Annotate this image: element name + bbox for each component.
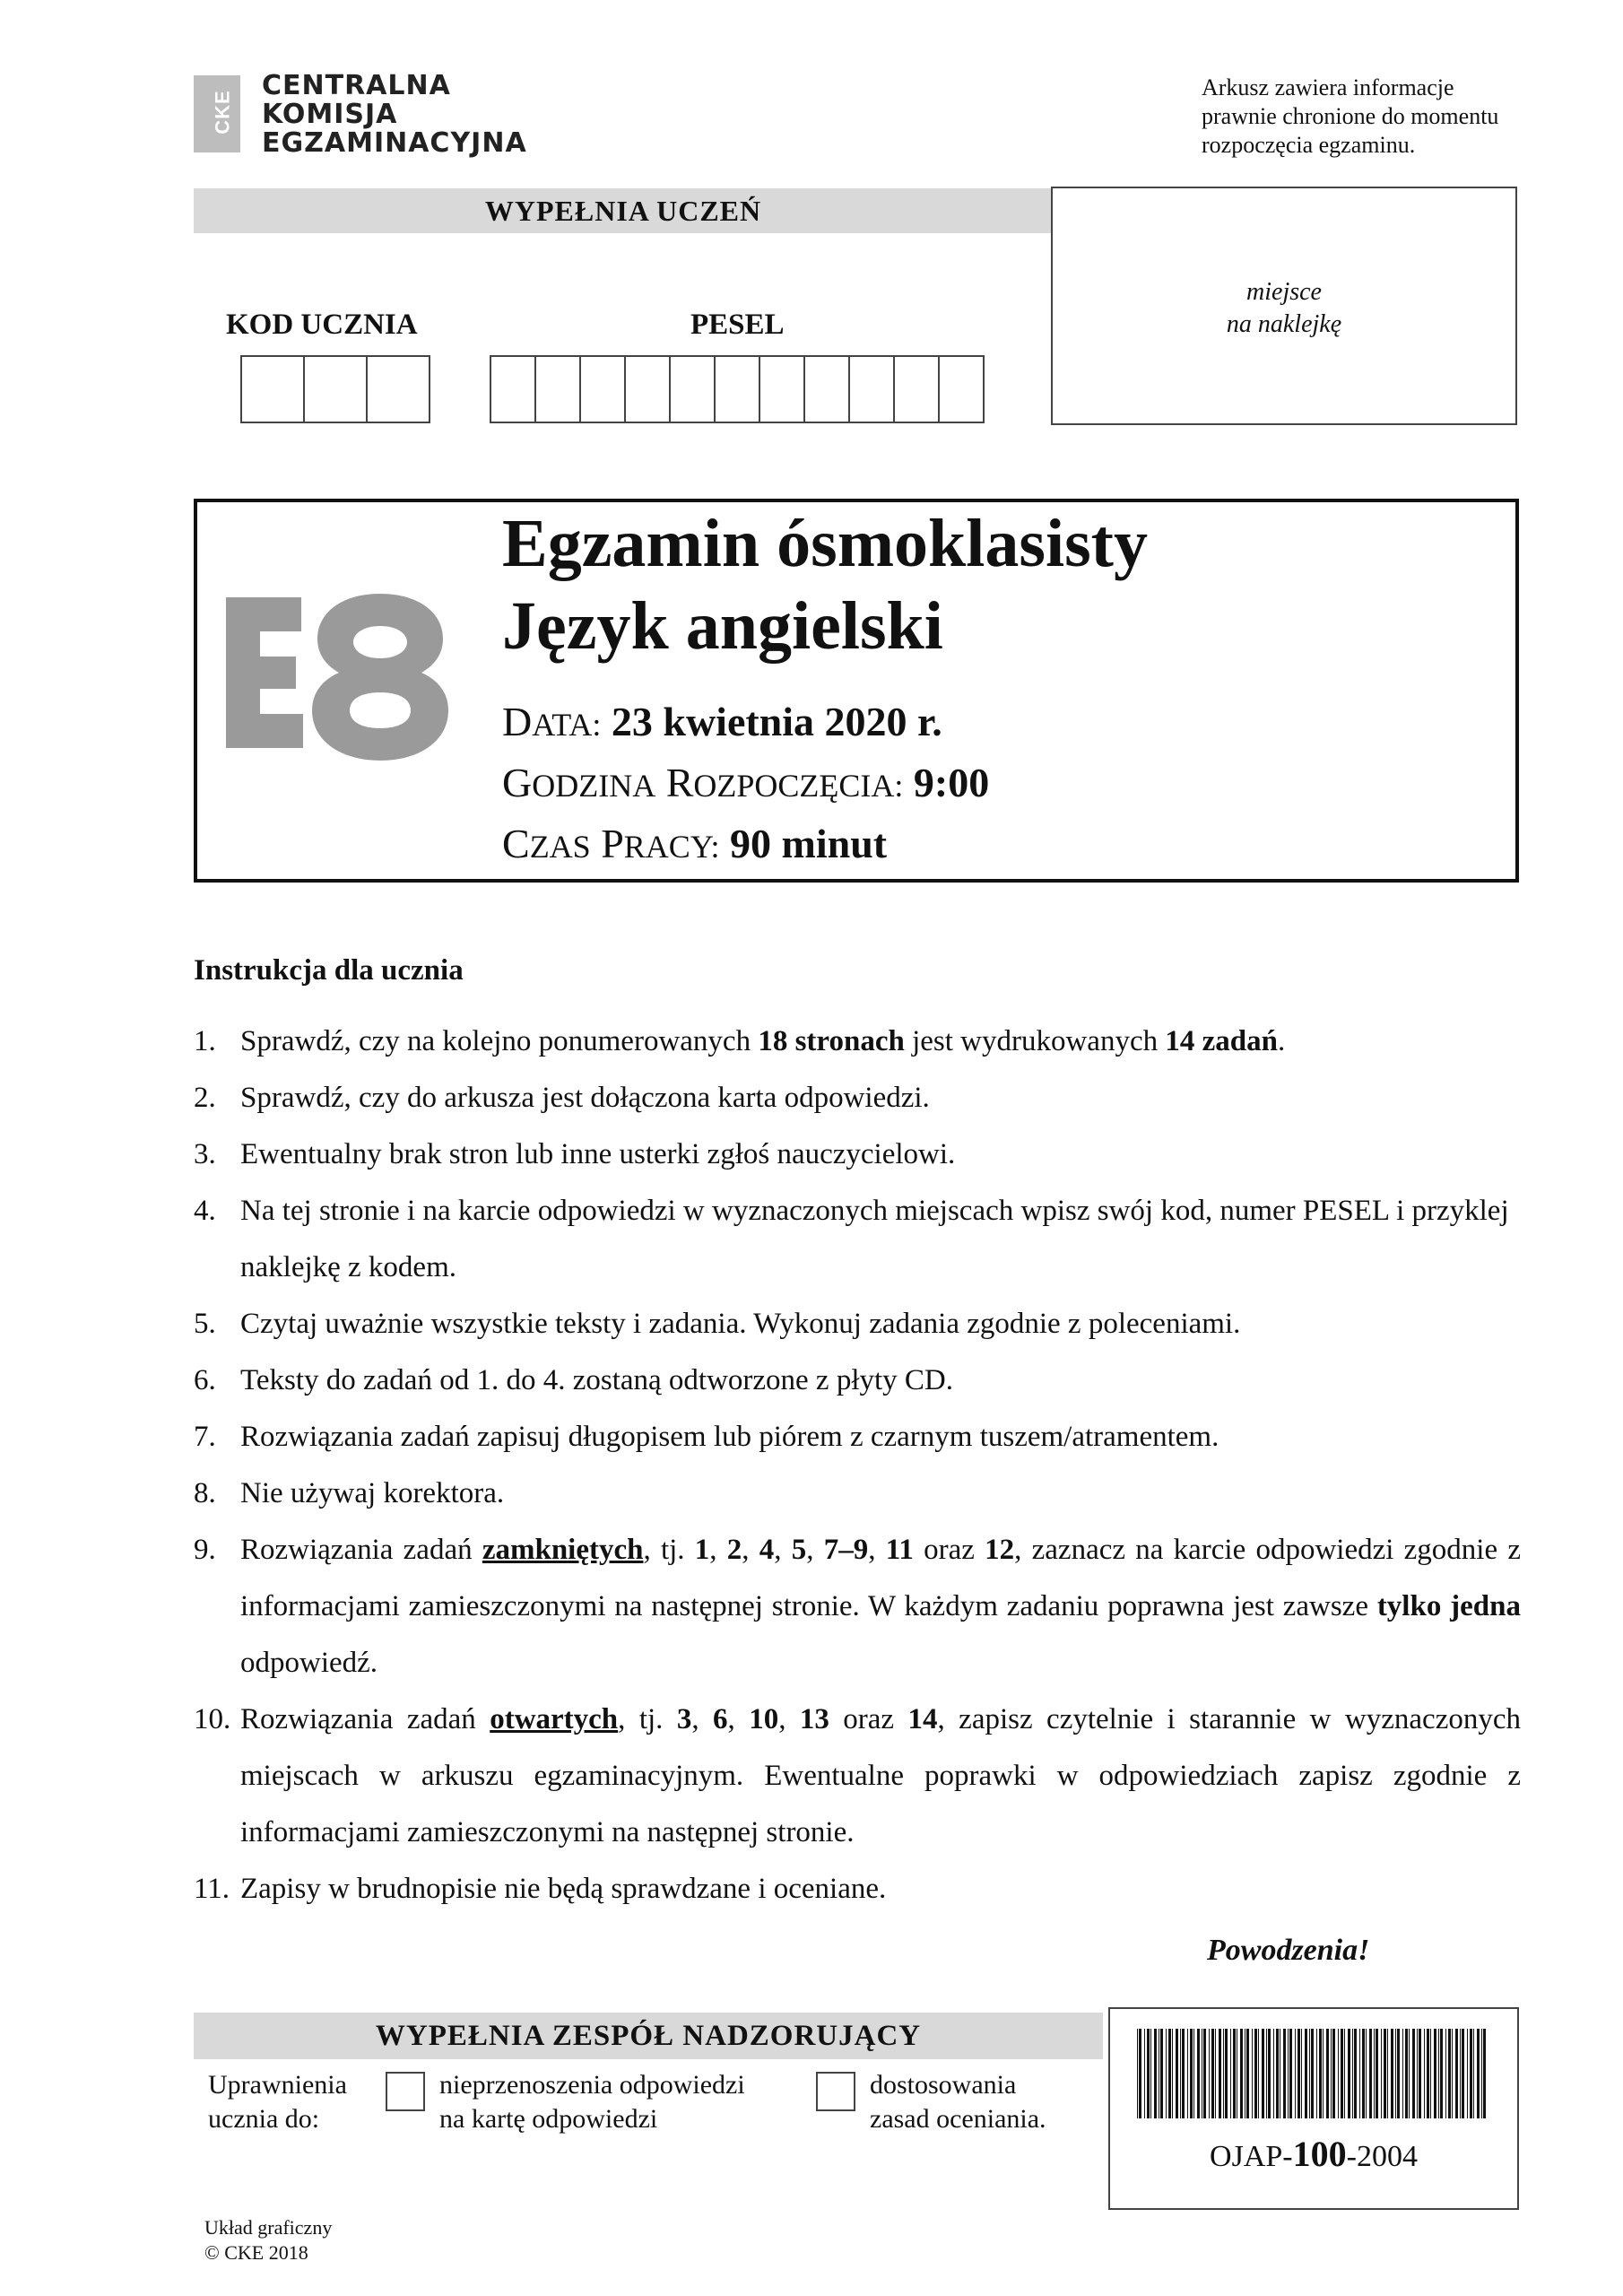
exam-start-time: GODZINA ROZPOCZĘCIA: 9:00 (502, 760, 990, 805)
barcode-bar (1230, 2029, 1231, 2118)
barcode-bar (1225, 2029, 1228, 2118)
instruction-text: Zapisy w brudnopisie nie będą sprawdzane i oceniane. (240, 1873, 887, 1905)
barcode-bar (1176, 2029, 1178, 2118)
digit-box[interactable] (624, 355, 671, 423)
barcode-bar (1168, 2029, 1171, 2118)
barcode-bar (1166, 2029, 1167, 2118)
barcode-bar (1483, 2029, 1486, 2118)
digit-box[interactable] (848, 355, 895, 423)
barcode-bar (1362, 2029, 1365, 2118)
barcode-bar (1387, 2029, 1388, 2118)
barcode-bar (1252, 2029, 1253, 2118)
instruction-item (194, 1409, 1521, 1465)
instruction-text: Sprawdź, czy na kolejno ponumerowanych 18 stronach jest wydrukowanych 14 zadań. (240, 1025, 1286, 1057)
closing-text: Powodzenia! (1207, 1934, 1370, 1967)
barcode-bar (1481, 2029, 1482, 2118)
instruction-text: Rozwiązania zadań zamkniętych, tj. 1, 2, 4, 5, 7–9, 11 oraz 12, zaznacz na karcie odpowiedzi zgodnie z informacjami zamieszczonymi na następnej stronie. W każdym zadaniu poprawna jest zawsze tylko jedna odpowiedź. (240, 1534, 1522, 1679)
barcode-bar (1182, 2029, 1185, 2118)
instruction-item (194, 1692, 1521, 1861)
instruction-item (194, 1296, 1521, 1352)
digit-box[interactable] (803, 355, 850, 423)
barcode-bar (1448, 2029, 1451, 2118)
instruction-number: 5. (194, 1308, 216, 1340)
legal-notice: Arkusz zawiera informacje prawnie chronione do momentu rozpoczęcia egzaminu. (1202, 74, 1499, 158)
barcode-bar (1288, 2029, 1289, 2118)
barcode-bar (1473, 2029, 1474, 2118)
digit-box[interactable] (714, 355, 760, 423)
barcode-bar (1144, 2029, 1145, 2118)
barcode-bar (1219, 2029, 1221, 2118)
barcode-bar (1395, 2029, 1396, 2118)
barcode-bar (1273, 2029, 1274, 2118)
instruction-number: 7. (194, 1421, 216, 1453)
barcode-bar (1301, 2029, 1302, 2118)
barcode-bar (1254, 2029, 1257, 2118)
pesel-field[interactable] (490, 355, 983, 423)
barcode-bar (1430, 2029, 1431, 2118)
barcode-bar (1172, 2029, 1173, 2118)
barcode-bar (1352, 2029, 1353, 2118)
barcode-bar (1211, 2029, 1214, 2118)
digit-box[interactable] (303, 355, 368, 423)
barcode-bar (1298, 2029, 1300, 2118)
barcode-bar (1305, 2029, 1307, 2118)
barcode-bar (1412, 2029, 1415, 2118)
rights-label: Uprawnienia ucznia do: (208, 2070, 347, 2134)
barcode-bar (1341, 2029, 1343, 2118)
barcode-bar (1316, 2029, 1317, 2118)
kod-ucznia-label: KOD UCZNIA (226, 309, 418, 341)
barcode-bar (1154, 2029, 1157, 2118)
instruction-item (194, 1070, 1521, 1126)
barcode-bar (1180, 2029, 1181, 2118)
logo-line: KOMISJA (262, 99, 398, 130)
instruction-item (194, 1465, 1521, 1522)
barcode-bar (1405, 2029, 1408, 2118)
barcode-bar (1331, 2029, 1332, 2118)
logo-line: EGZAMINACYJNA (262, 127, 527, 159)
instruction-text: Nie używaj korektora. (240, 1477, 505, 1509)
barcode-bar (1233, 2029, 1236, 2118)
barcode-bar (1326, 2029, 1329, 2118)
barcode-bar (1348, 2029, 1350, 2118)
instruction-text: Czytaj uważnie wszystkie teksty i zadania. Wykonuj zadania zgodnie z poleceniami. (240, 1308, 1241, 1340)
barcode-bar (1283, 2029, 1286, 2118)
footer-credit: Układ graficzny © CKE 2018 (204, 2216, 333, 2264)
instruction-text: Teksty do zadań od 1. do 4. zostaną odtworzone z płyty CD. (240, 1364, 954, 1396)
barcode-bar (1409, 2029, 1410, 2118)
digit-box[interactable] (366, 355, 430, 423)
barcode-bar (1309, 2029, 1310, 2118)
grading-adjustment-label: dostosowania zasad oceniania. (870, 2070, 1046, 2134)
barcode-bar (1402, 2029, 1403, 2118)
instruction-text: Ewentualny brak stron lub inne usterki zgłoś nauczycielowi. (240, 1138, 956, 1170)
barcode-bar (1366, 2029, 1367, 2118)
exam-title: Egzamin ósmoklasisty (502, 506, 1148, 581)
exam-duration: CZAS PRACY: 90 minut (502, 821, 888, 866)
digit-box[interactable] (490, 355, 536, 423)
digit-box[interactable] (759, 355, 805, 423)
barcode-bar (1460, 2029, 1461, 2118)
barcode-bar (1354, 2029, 1357, 2118)
barcode-bar (1467, 2029, 1468, 2118)
barcode-bar (1258, 2029, 1259, 2118)
barcode-bar (1160, 2029, 1163, 2118)
digit-box[interactable] (534, 355, 581, 423)
supervisors-label: WYPEŁNIA ZESPÓŁ NADZORUJĄCY (375, 2020, 922, 2052)
no-transfer-label: nieprzenoszenia odpowiedzi na kartę odpowiedzi (439, 2070, 745, 2134)
digit-box[interactable] (669, 355, 716, 423)
instructions-title: Instrukcja dla ucznia (194, 954, 464, 987)
barcode-bar (1187, 2029, 1188, 2118)
instruction-text: Sprawdź, czy do arkusza jest dołączona karta odpowiedzi. (240, 1082, 930, 1114)
instruction-text: Na tej stronie i na karcie odpowiedzi w wyznaczonych miejscach wpisz swój kod, numer PESEL i przyklej naklejkę z kodem. (240, 1195, 1509, 1283)
e8-logo (226, 588, 450, 768)
instruction-number: 8. (194, 1477, 216, 1509)
barcode-bar (1323, 2029, 1324, 2118)
instruction-number: 9. (194, 1534, 216, 1566)
barcode-bar (1203, 2029, 1206, 2118)
barcode-bar (1369, 2029, 1372, 2118)
digit-box[interactable] (893, 355, 940, 423)
exam-date: DATA: 23 kwietnia 2020 r. (502, 699, 942, 744)
barcode-bar (1424, 2029, 1425, 2118)
barcode-bar (1190, 2029, 1193, 2118)
instruction-number: 3. (194, 1138, 216, 1170)
student-section-label: WYPEŁNIA UCZEŃ (484, 195, 762, 227)
instruction-number: 10. (194, 1703, 231, 1735)
barcode-bar (1295, 2029, 1296, 2118)
barcode-bar (1311, 2029, 1314, 2118)
pesel-label: PESEL (690, 309, 785, 341)
instructions-list (194, 1013, 1521, 1918)
grading-adjustment-checkbox[interactable] (816, 2072, 855, 2111)
logo-line: CENTRALNA (262, 70, 451, 101)
barcode-bar (1445, 2029, 1446, 2118)
kod-ucznia-field[interactable] (240, 355, 429, 423)
barcode-bar (1455, 2029, 1458, 2118)
barcode-bar (1344, 2029, 1345, 2118)
barcode-bar (1381, 2029, 1382, 2118)
instruction-item (194, 1522, 1521, 1692)
barcode-bar (1440, 2029, 1443, 2118)
barcode-bar (1452, 2029, 1453, 2118)
instruction-number: 2. (194, 1082, 216, 1114)
barcode-bar (1197, 2029, 1200, 2118)
sticker-label: miejsce na naklejkę (1226, 278, 1342, 338)
barcode-bar (1470, 2029, 1472, 2118)
barcode-bar (1289, 2029, 1292, 2118)
barcode-bar (1434, 2029, 1436, 2118)
barcode-bar (1215, 2029, 1216, 2118)
digit-box[interactable] (240, 355, 305, 423)
barcode-bar (1139, 2029, 1141, 2118)
digit-box[interactable] (579, 355, 626, 423)
barcode-bar (1262, 2029, 1264, 2118)
barcode-bar (1150, 2029, 1151, 2118)
barcode-bar (1338, 2029, 1339, 2118)
barcode-bar (1462, 2029, 1464, 2118)
instruction-item (194, 1126, 1521, 1183)
cke-logo-badge: CKE (194, 75, 240, 152)
barcode-bar (1359, 2029, 1360, 2118)
cke-logo-text (262, 72, 527, 158)
instruction-item (194, 1352, 1521, 1409)
exam-subject: Język angielski (502, 588, 943, 664)
no-transfer-checkbox[interactable] (386, 2072, 425, 2111)
barcode-bar (1391, 2029, 1393, 2118)
barcode-bar (1246, 2029, 1249, 2118)
barcode-bar (1268, 2029, 1271, 2118)
instruction-number: 1. (194, 1025, 216, 1057)
barcode-bar (1376, 2029, 1378, 2118)
barcode-bar (1427, 2029, 1429, 2118)
barcode-bar (1147, 2029, 1150, 2118)
instruction-item (194, 1013, 1521, 1070)
instruction-text: Rozwiązania zadań otwartych, tj. 3, 6, 10, 13 oraz 14, zapisz czytelnie i starannie w wyznaczonych miejscach w arkuszu egzaminacyjnym. Ewentualne poprawki w odpowiedziach zapisz zgodnie z informacjami zamieszczonymi na następnej stronie. (240, 1703, 1521, 1848)
barcode-bar (1276, 2029, 1279, 2118)
barcode-bar (1193, 2029, 1194, 2118)
instruction-item (194, 1861, 1521, 1918)
instruction-item (194, 1183, 1521, 1296)
barcode-bar (1397, 2029, 1400, 2118)
instruction-number: 11. (194, 1873, 230, 1905)
barcode-bar (1419, 2029, 1421, 2118)
barcode-bar (1374, 2029, 1375, 2118)
barcode-bar (1477, 2029, 1480, 2118)
instruction-number: 6. (194, 1364, 216, 1396)
barcode-bar (1266, 2029, 1267, 2118)
barcode-bar (1209, 2029, 1210, 2118)
barcode-bar (1417, 2029, 1418, 2118)
barcode-icon (1137, 2029, 1490, 2118)
exam-code: OJAP-100-2004 (1210, 2134, 1418, 2174)
instruction-text: Rozwiązania zadań zapisuj długopisem lub piórem z czarnym tuszem/atramentem. (240, 1421, 1219, 1453)
barcode-bar (1319, 2029, 1322, 2118)
barcode-bar (1137, 2029, 1138, 2118)
digit-box[interactable] (938, 355, 985, 423)
barcode-bar (1438, 2029, 1439, 2118)
barcode-bar (1240, 2029, 1243, 2118)
barcode-bar (1223, 2029, 1224, 2118)
barcode-bar (1332, 2029, 1335, 2118)
barcode-bar (1384, 2029, 1386, 2118)
instruction-number: 4. (194, 1195, 216, 1227)
